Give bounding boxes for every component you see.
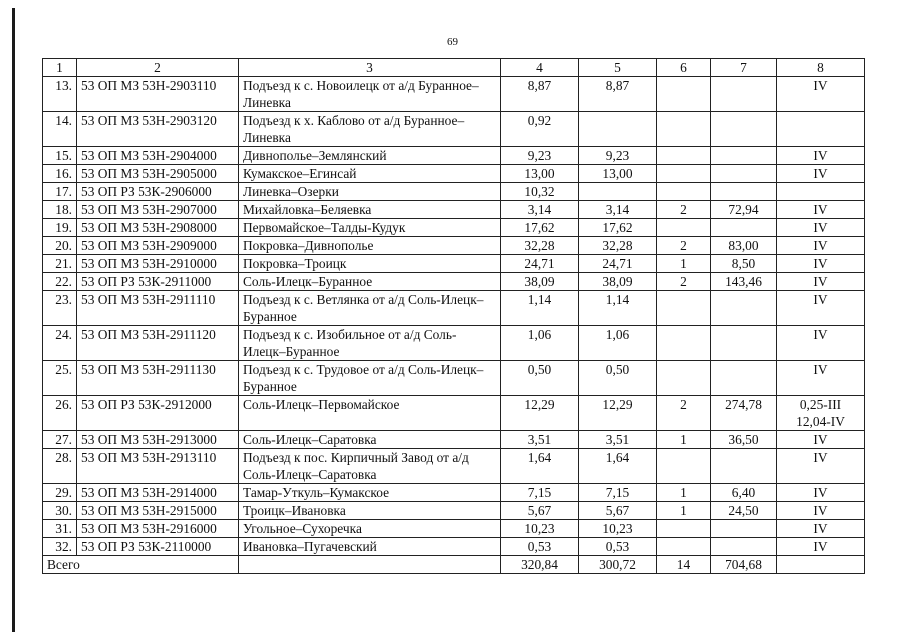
col8-category <box>777 112 865 147</box>
col6-value <box>657 77 711 112</box>
road-code: 53 ОП РЗ 53К-2110000 <box>77 538 239 556</box>
col7-value <box>711 147 777 165</box>
col5-value: 32,28 <box>579 237 657 255</box>
col5-value: 1,06 <box>579 326 657 361</box>
col7-value <box>711 449 777 484</box>
col7-value: 8,50 <box>711 255 777 273</box>
road-name: Подъезд к с. Трудовое от а/д Соль-Илецк–Буранное <box>239 361 501 396</box>
row-number: 21. <box>43 255 77 273</box>
road-name: Угольное–Сухоречка <box>239 520 501 538</box>
table-row <box>43 77 865 112</box>
col8-category: IV <box>777 361 865 396</box>
col4-value: 3,14 <box>501 201 579 219</box>
header-cell: 7 <box>711 59 777 77</box>
road-name: Подъезд к пос. Кирпичный Завод от а/д Соль-Илецк–Саратовка <box>239 449 501 484</box>
table-row <box>43 502 865 520</box>
road-code: 53 ОП МЗ 53Н-2905000 <box>77 165 239 183</box>
road-name: Подъезд к с. Изобильное от а/д Соль-Илецк–Буранное <box>239 326 501 361</box>
road-name: Дивнополье–Землянский <box>239 147 501 165</box>
col8-category: IV <box>777 165 865 183</box>
row-number: 24. <box>43 326 77 361</box>
row-number: 20. <box>43 237 77 255</box>
col6-value <box>657 165 711 183</box>
col7-value <box>711 219 777 237</box>
road-name: Подъезд к с. Ветлянка от а/д Соль-Илецк–Буранное <box>239 291 501 326</box>
road-code: 53 ОП МЗ 53Н-2911110 <box>77 291 239 326</box>
road-name: Ивановка–Пугачевский <box>239 538 501 556</box>
row-number: 23. <box>43 291 77 326</box>
col8-category: IV <box>777 502 865 520</box>
road-name: Подъезд к х. Каблово от а/д Буранное–Линевка <box>239 112 501 147</box>
col8-category: IV <box>777 520 865 538</box>
col7-value <box>711 77 777 112</box>
road-code: 53 ОП МЗ 53Н-2903120 <box>77 112 239 147</box>
col6-value: 2 <box>657 273 711 291</box>
table-row <box>43 165 865 183</box>
table-row <box>43 237 865 255</box>
table-row <box>43 431 865 449</box>
col4-value: 7,15 <box>501 484 579 502</box>
col7-value: 83,00 <box>711 237 777 255</box>
road-code: 53 ОП МЗ 53Н-2913110 <box>77 449 239 484</box>
col6-value <box>657 326 711 361</box>
col5-value: 9,23 <box>579 147 657 165</box>
col8-category: IV <box>777 201 865 219</box>
table-row <box>43 291 865 326</box>
col6-value <box>657 112 711 147</box>
table-row <box>43 449 865 484</box>
col8-category: IV <box>777 449 865 484</box>
col5-value: 24,71 <box>579 255 657 273</box>
header-cell: 6 <box>657 59 711 77</box>
col7-value: 36,50 <box>711 431 777 449</box>
col7-value: 274,78 <box>711 396 777 431</box>
road-name: Кумакское–Егинсай <box>239 165 501 183</box>
table-row <box>43 538 865 556</box>
total-label: Всего <box>43 556 239 574</box>
col5-value: 1,14 <box>579 291 657 326</box>
row-number: 18. <box>43 201 77 219</box>
roads-table <box>42 58 865 574</box>
row-number: 30. <box>43 502 77 520</box>
table-row <box>43 326 865 361</box>
table-row <box>43 112 865 147</box>
col4-value: 0,53 <box>501 538 579 556</box>
table-row <box>43 273 865 291</box>
col8-category: IV <box>777 291 865 326</box>
road-code: 53 ОП МЗ 53Н-2911120 <box>77 326 239 361</box>
row-number: 14. <box>43 112 77 147</box>
col4-value: 32,28 <box>501 237 579 255</box>
col5-value: 10,23 <box>579 520 657 538</box>
col8-category: 0,25-III 12,04-IV <box>777 396 865 431</box>
road-code: 53 ОП РЗ 53К-2906000 <box>77 183 239 201</box>
col5-value: 7,15 <box>579 484 657 502</box>
row-number: 29. <box>43 484 77 502</box>
col6-value: 2 <box>657 237 711 255</box>
road-name: Первомайское–Талды-Кудук <box>239 219 501 237</box>
row-number: 27. <box>43 431 77 449</box>
col4-value: 9,23 <box>501 147 579 165</box>
road-name: Тамар-Уткуль–Кумакское <box>239 484 501 502</box>
road-code: 53 ОП МЗ 53Н-2908000 <box>77 219 239 237</box>
road-code: 53 ОП РЗ 53К-2911000 <box>77 273 239 291</box>
col4-value: 3,51 <box>501 431 579 449</box>
col5-value <box>579 112 657 147</box>
col7-value: 72,94 <box>711 201 777 219</box>
table-row <box>43 255 865 273</box>
col5-value: 3,51 <box>579 431 657 449</box>
header-cell: 3 <box>239 59 501 77</box>
col8-category: IV <box>777 237 865 255</box>
road-code: 53 ОП МЗ 53Н-2914000 <box>77 484 239 502</box>
page-edge-bar <box>12 8 15 632</box>
table-row <box>43 361 865 396</box>
col4-value: 1,14 <box>501 291 579 326</box>
table-row <box>43 147 865 165</box>
col6-value: 2 <box>657 201 711 219</box>
col7-value <box>711 361 777 396</box>
header-row <box>43 59 865 77</box>
col5-value: 0,53 <box>579 538 657 556</box>
col6-value <box>657 219 711 237</box>
road-code: 53 ОП МЗ 53Н-2909000 <box>77 237 239 255</box>
total-col4: 320,84 <box>501 556 579 574</box>
road-name: Покровка–Дивнополье <box>239 237 501 255</box>
col5-value: 38,09 <box>579 273 657 291</box>
col7-value <box>711 112 777 147</box>
row-number: 16. <box>43 165 77 183</box>
row-number: 17. <box>43 183 77 201</box>
col4-value: 1,06 <box>501 326 579 361</box>
col7-value <box>711 183 777 201</box>
col8-category: IV <box>777 431 865 449</box>
page-number: 69 <box>447 36 458 48</box>
total-empty-cell <box>239 556 501 574</box>
row-number: 31. <box>43 520 77 538</box>
col7-value <box>711 165 777 183</box>
road-code: 53 ОП МЗ 53Н-2913000 <box>77 431 239 449</box>
row-number: 15. <box>43 147 77 165</box>
header-cell: 4 <box>501 59 579 77</box>
col8-category: IV <box>777 77 865 112</box>
col6-value <box>657 361 711 396</box>
col8-category: IV <box>777 326 865 361</box>
header-cell: 2 <box>77 59 239 77</box>
road-code: 53 ОП МЗ 53Н-2916000 <box>77 520 239 538</box>
road-name: Покровка–Троицк <box>239 255 501 273</box>
road-code: 53 ОП МЗ 53Н-2915000 <box>77 502 239 520</box>
header-cell: 8 <box>777 59 865 77</box>
col6-value <box>657 183 711 201</box>
col8-category: IV <box>777 273 865 291</box>
table-row <box>43 219 865 237</box>
row-number: 32. <box>43 538 77 556</box>
col5-value: 12,29 <box>579 396 657 431</box>
road-name: Подъезд к с. Новоилецк от а/д Буранное–Линевка <box>239 77 501 112</box>
total-col7: 704,68 <box>711 556 777 574</box>
road-name: Михайловка–Беляевка <box>239 201 501 219</box>
col6-value <box>657 520 711 538</box>
road-code: 53 ОП МЗ 53Н-2910000 <box>77 255 239 273</box>
col6-value: 2 <box>657 396 711 431</box>
col5-value: 1,64 <box>579 449 657 484</box>
col4-value: 1,64 <box>501 449 579 484</box>
col8-category: IV <box>777 538 865 556</box>
row-number: 28. <box>43 449 77 484</box>
total-col5: 300,72 <box>579 556 657 574</box>
col7-value <box>711 326 777 361</box>
header-cell: 5 <box>579 59 657 77</box>
table-row <box>43 484 865 502</box>
col4-value: 0,92 <box>501 112 579 147</box>
road-name: Соль-Илецк–Первомайское <box>239 396 501 431</box>
road-code: 53 ОП МЗ 53Н-2904000 <box>77 147 239 165</box>
table-row <box>43 201 865 219</box>
col4-value: 38,09 <box>501 273 579 291</box>
table-row <box>43 183 865 201</box>
col6-value <box>657 538 711 556</box>
col4-value: 10,32 <box>501 183 579 201</box>
col5-value: 8,87 <box>579 77 657 112</box>
col5-value: 13,00 <box>579 165 657 183</box>
col8-category: IV <box>777 255 865 273</box>
col6-value <box>657 147 711 165</box>
row-number: 25. <box>43 361 77 396</box>
col6-value <box>657 291 711 326</box>
col8-category: IV <box>777 219 865 237</box>
col7-value <box>711 520 777 538</box>
col4-value: 24,71 <box>501 255 579 273</box>
road-name: Троицк–Ивановка <box>239 502 501 520</box>
col4-value: 0,50 <box>501 361 579 396</box>
col8-category: IV <box>777 147 865 165</box>
table-body <box>43 77 865 556</box>
road-code: 53 ОП МЗ 53Н-2903110 <box>77 77 239 112</box>
col6-value: 1 <box>657 255 711 273</box>
total-row <box>43 556 865 574</box>
table-row <box>43 520 865 538</box>
col5-value: 5,67 <box>579 502 657 520</box>
row-number: 19. <box>43 219 77 237</box>
col4-value: 13,00 <box>501 165 579 183</box>
col4-value: 8,87 <box>501 77 579 112</box>
row-number: 22. <box>43 273 77 291</box>
table-row <box>43 396 865 431</box>
road-code: 53 ОП МЗ 53Н-2911130 <box>77 361 239 396</box>
col8-category <box>777 183 865 201</box>
col8-category: IV <box>777 484 865 502</box>
col6-value <box>657 449 711 484</box>
col4-value: 12,29 <box>501 396 579 431</box>
row-number: 13. <box>43 77 77 112</box>
col4-value: 10,23 <box>501 520 579 538</box>
col6-value: 1 <box>657 484 711 502</box>
col5-value: 17,62 <box>579 219 657 237</box>
col6-value: 1 <box>657 431 711 449</box>
total-col6: 14 <box>657 556 711 574</box>
col7-value: 24,50 <box>711 502 777 520</box>
col7-value: 6,40 <box>711 484 777 502</box>
col5-value: 0,50 <box>579 361 657 396</box>
road-code: 53 ОП МЗ 53Н-2907000 <box>77 201 239 219</box>
col5-value: 3,14 <box>579 201 657 219</box>
col5-value <box>579 183 657 201</box>
col6-value: 1 <box>657 502 711 520</box>
col7-value <box>711 538 777 556</box>
col7-value: 143,46 <box>711 273 777 291</box>
col7-value <box>711 291 777 326</box>
total-col8 <box>777 556 865 574</box>
road-name: Соль-Илецк–Буранное <box>239 273 501 291</box>
col4-value: 5,67 <box>501 502 579 520</box>
header-cell: 1 <box>43 59 77 77</box>
road-name: Соль-Илецк–Саратовка <box>239 431 501 449</box>
col4-value: 17,62 <box>501 219 579 237</box>
road-code: 53 ОП РЗ 53К-2912000 <box>77 396 239 431</box>
row-number: 26. <box>43 396 77 431</box>
road-name: Линевка–Озерки <box>239 183 501 201</box>
